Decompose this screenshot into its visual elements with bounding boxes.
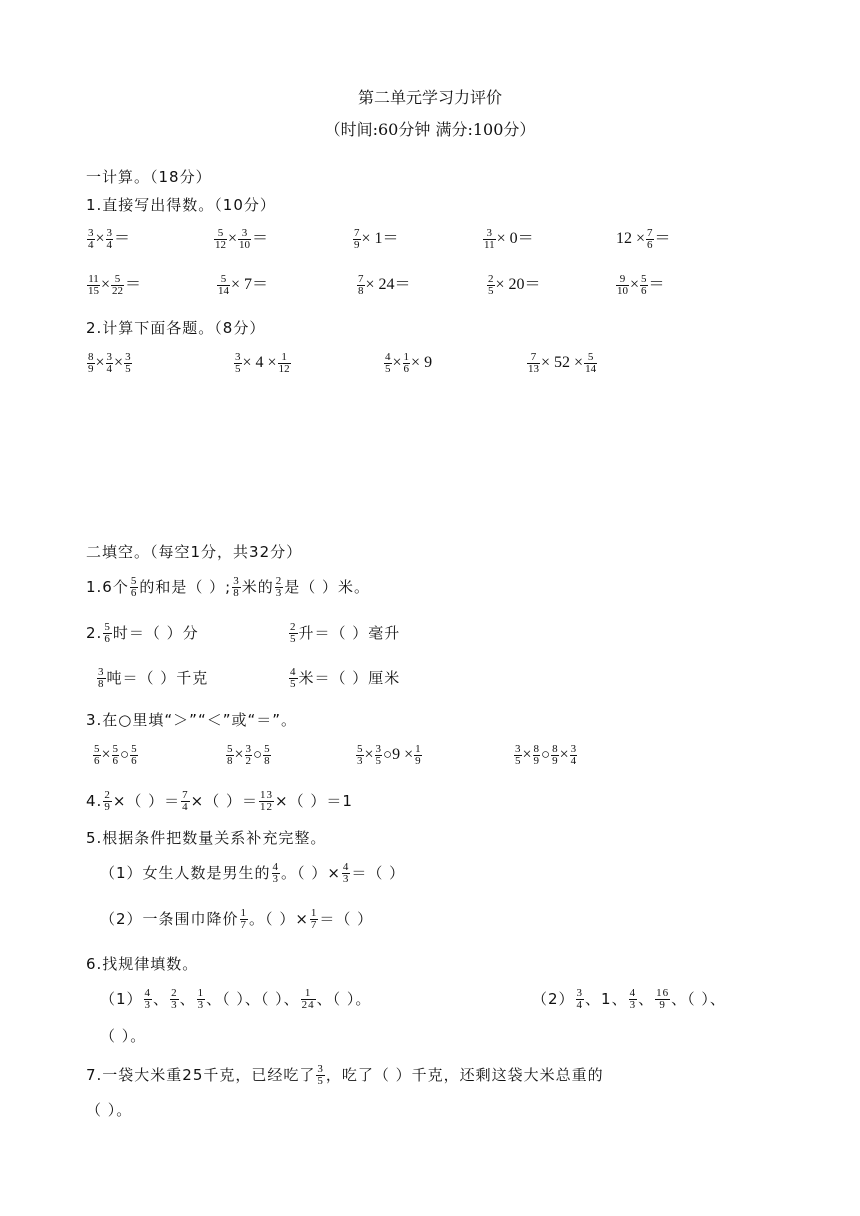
fill-q2-row2b: $\frac{4}{5}$ 米＝（ ）厘米 (290, 666, 401, 690)
page-subtitle: （时间:60分钟 满分:100分） (324, 120, 536, 139)
calc-1-3: $\frac{7}{9}$ × 1＝ (354, 227, 399, 251)
fill-q5: 5.根据条件把数量关系补充完整。 (86, 829, 327, 847)
calc-1-5: 12 × $\frac{7}{6}$ ＝ (616, 227, 671, 251)
calc-1-4: $\frac{3}{11}$ × 0＝ (484, 227, 534, 251)
calc-1-7: $\frac{5}{14}$ × 7＝ (218, 273, 269, 297)
calc-1-2: $\frac{5}{12}$ × $\frac{3}{10}$ ＝ (215, 227, 269, 251)
section-1-q2: 2.计算下面各题。（8分） (86, 319, 266, 337)
calc-1-9: $\frac{2}{5}$ × 20＝ (488, 273, 541, 297)
fill-q6-1: （1） $\frac{4}{3}$ 、 $\frac{2}{3}$ 、 $\frac{1}{3}$ 、（ ）、（ ）、 $\frac{1}{24}$ 、（ ）。 (100, 987, 372, 1011)
calc-1-8: $\frac{7}{8}$ × 24＝ (358, 273, 411, 297)
fill-q7-cont: （ ）。 (86, 1101, 133, 1119)
calc-2-3: $\frac{4}{5}$ × $\frac{1}{6}$ × 9 (385, 351, 433, 375)
page-title: 第二单元学习力评价 (357, 88, 502, 107)
calc-2-4: $\frac{7}{13}$ × 52 × $\frac{5}{14}$ (528, 351, 597, 375)
fill-q3: 3.在○里填“＞”“＜”或“＝”。 (86, 711, 298, 729)
section-1-q1: 1.直接写出得数。（10分） (86, 196, 276, 214)
fill-q6: 6.找规律填数。 (86, 955, 199, 973)
compare-4: $\frac{3}{5}$ × $\frac{8}{9}$ ○ $\frac{8}{9}$ × $\frac{3}{4}$ (515, 743, 577, 767)
fill-q2-row1: 2. $\frac{5}{6}$ 时＝（ ）分 (86, 621, 199, 645)
calc-1-6: $\frac{11}{15}$ × $\frac{5}{22}$ ＝ (88, 273, 142, 297)
calc-2-1: $\frac{8}{9}$ × $\frac{3}{4}$ × $\frac{3}{5}$ (88, 351, 131, 375)
fill-q2-row1b: $\frac{2}{5}$ 升＝（ ）毫升 (290, 621, 401, 645)
fill-q2-row2: $\frac{3}{8}$ 吨＝（ ）千克 (98, 666, 209, 690)
compare-1: $\frac{5}{6}$ × $\frac{5}{6}$ ○ $\frac{5}{6}$ (94, 743, 137, 767)
fill-q6-2-cont: （ ）。 (100, 1027, 147, 1045)
fill-q1: 1.6个 $\frac{5}{6}$ 的和是（ ）; $\frac{3}{8}$ 米的 $\frac{2}{3}$ 是（ ）米。 (86, 575, 370, 599)
fill-q7: 7.一袋大米重25千克，已经吃了 $\frac{3}{5}$ ，吃了（ ）千克，还剩这袋大米总重的 (86, 1063, 604, 1087)
calc-2-2: $\frac{3}{5}$ × 4 × $\frac{1}{12}$ (235, 351, 290, 375)
fill-q4: 4. $\frac{2}{9}$ ×（ ）＝ $\frac{7}{4}$ ×（ ）＝ $\frac{13}{12}$ ×（ ）＝1 (86, 789, 353, 813)
compare-2: $\frac{5}{8}$ × $\frac{3}{2}$ ○ $\frac{5}{8}$ (227, 743, 270, 767)
fill-q5-1: （1）女生人数是男生的 $\frac{4}{3}$ 。（ ）× $\frac{4}{3}$ ＝（ ） (100, 861, 406, 885)
calc-1-10: $\frac{9}{10}$ × $\frac{5}{6}$ ＝ (617, 273, 665, 297)
section-2-heading: 二填空。（每空1分，共32分） (86, 543, 303, 561)
compare-3: $\frac{5}{3}$ × $\frac{3}{5}$ ○9 × $\frac{1}{9}$ (357, 743, 421, 767)
fill-q5-2: （2）一条围巾降价 $\frac{1}{7}$ 。（ ）× $\frac{1}{7}$ ＝（ ） (100, 907, 374, 931)
fill-q6-2: （2） $\frac{3}{4}$ 、1、 $\frac{4}{3}$ 、 $\frac{16}{9}$ 、（ ）、 (532, 987, 726, 1011)
calc-1-1: $\frac{3}{4}$ × $\frac{3}{4}$ ＝ (88, 227, 131, 251)
section-1-heading: 一计算。（18分） (86, 168, 212, 186)
